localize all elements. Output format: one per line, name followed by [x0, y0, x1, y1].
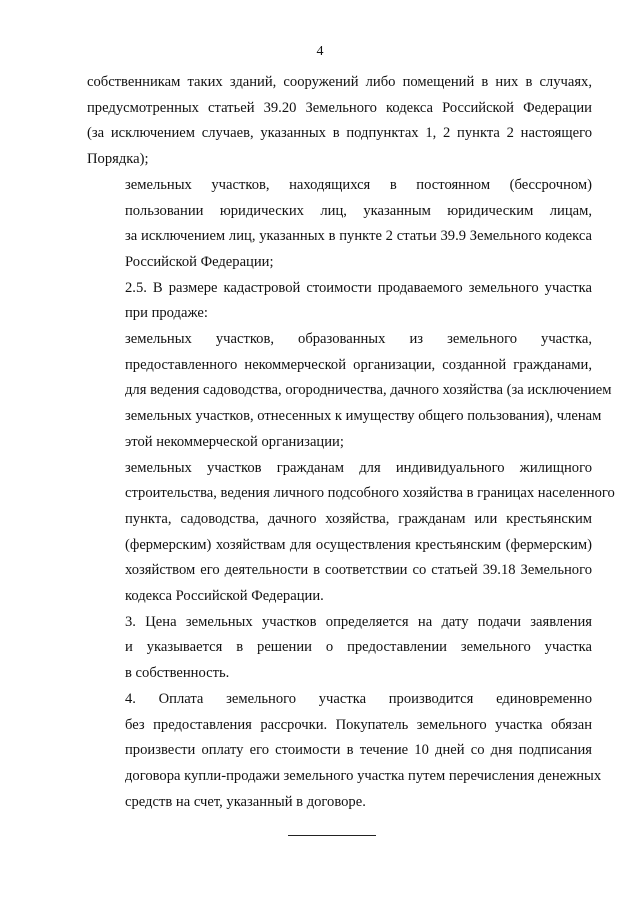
text-line: в собственность.: [125, 665, 230, 682]
paragraph: [87, 327, 612, 456]
text-line: при продаже:: [125, 305, 208, 322]
text-line: 3. Цена земельных участков определяется на дату подачи заявления: [125, 613, 592, 630]
text-line: средств на счет, указанный в договоре.: [125, 793, 366, 810]
paragraph: [87, 610, 592, 687]
paragraph: [87, 173, 592, 276]
document-body: [87, 70, 615, 815]
paragraph: [87, 70, 592, 173]
text-line: земельных участков, образованных из земельного участка,: [125, 331, 592, 348]
text-line: 2.5. В размере кадастровой стоимости продаваемого земельного участка: [125, 279, 592, 296]
text-line: 4. Оплата земельного участка производится единовременно: [125, 690, 592, 707]
text-line: (фермерским) хозяйствам для осуществления крестьянским (фермерским): [125, 536, 592, 553]
paragraph: [87, 276, 592, 327]
text-line: земельных участков гражданам для индивидуального жилищного: [125, 459, 592, 476]
text-line: пункта, садоводства, дачного хозяйства, гражданам или крестьянским: [125, 510, 592, 527]
text-line: договора купли-продажи земельного участка путем перечисления денежных: [125, 767, 602, 784]
text-line: этой некоммерческой организации;: [125, 433, 344, 450]
paragraph: [87, 456, 615, 610]
text-line: предоставленного некоммерческой организации, созданной гражданами,: [125, 356, 592, 373]
text-line: земельных участков, находящихся в постоянном (бессрочном): [125, 176, 592, 193]
text-line: Порядка);: [87, 151, 149, 168]
text-line: хозяйством его деятельности в соответствии со статьей 39.18 Земельного: [125, 562, 592, 579]
text-line: предусмотренных статьей 39.20 Земельного кодекса Российской Федерации: [87, 99, 592, 116]
text-line: собственникам таких зданий, сооружений либо помещений в них в случаях,: [87, 74, 592, 90]
text-line: за исключением лиц, указанных в пункте 2 статьи 39.9 Земельного кодекса: [125, 228, 592, 245]
paragraph: [87, 687, 602, 816]
text-line: строительства, ведения личного подсобного хозяйства в границах населенного: [125, 485, 615, 502]
text-line: земельных участков, отнесенных к имуществу общего пользования), членам: [125, 408, 602, 425]
text-line: для ведения садоводства, огородничества, дачного хозяйства (за исключением: [125, 382, 612, 399]
text-line: Российской Федерации;: [125, 253, 274, 270]
text-line: кодекса Российской Федерации.: [125, 588, 324, 605]
page-number: 4: [316, 44, 324, 59]
text-line: (за исключением случаев, указанных в подпунктах 1, 2 пункта 2 настоящего: [87, 125, 592, 142]
text-line: пользовании юридических лиц, указанным юридическим лицам,: [125, 202, 592, 219]
text-line: произвести оплату его стоимости в течение 10 дней со дня подписания: [125, 742, 592, 759]
text-line: без предоставления рассрочки. Покупатель земельного участка обязан: [125, 716, 592, 733]
end-divider: [288, 835, 376, 836]
text-line: и указывается в решении о предоставлении земельного участка: [125, 639, 592, 656]
